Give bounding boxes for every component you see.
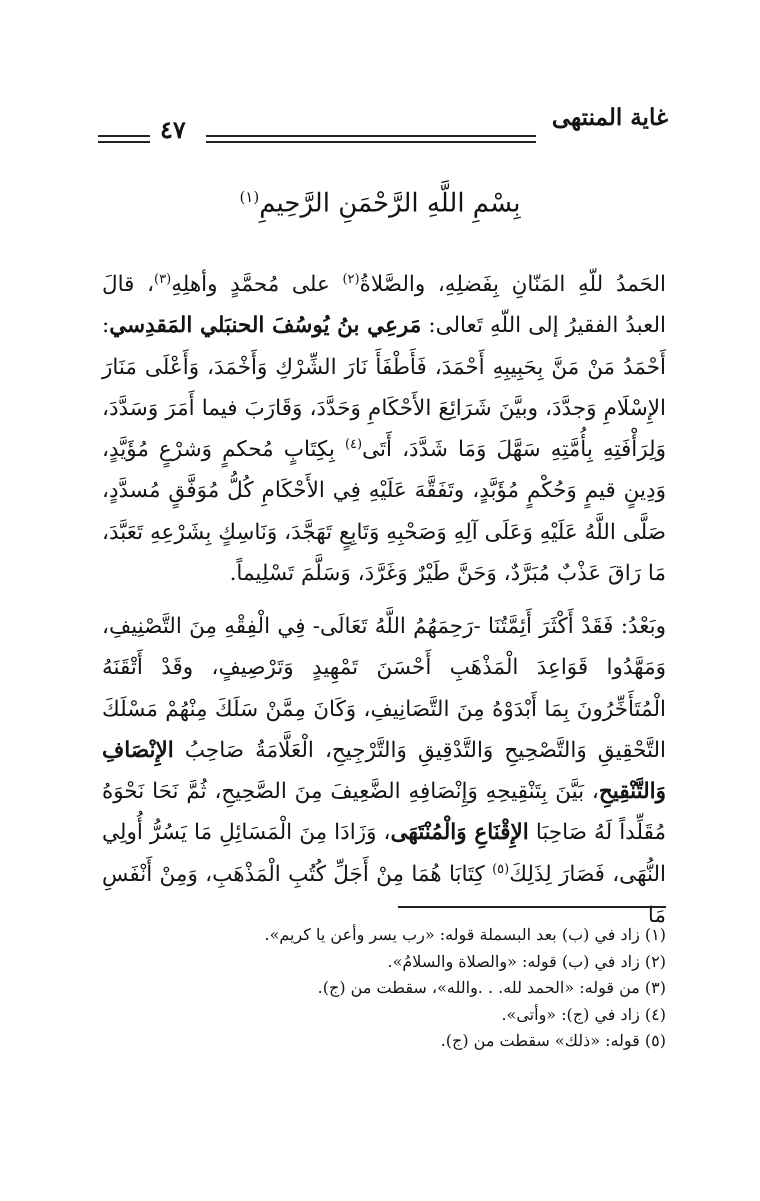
header-rule-right [206,135,536,143]
p1-text-1: الحَمدُ للّهِ المَنّانِ بِفَضلِهِ، والصَّلاةُ [359,272,666,297]
footnote-5: (٥) قوله: «ذلك» سقطت من (ج). [440,1031,666,1050]
p1-text-5: بِكِتَابٍ مُحكمٍ وَشرْعٍ مُؤَيَّدٍ، وَدِينٍ قيمٍ وَحُكْمٍ مُؤَبَّدٍ، وتَفَقَّهَ عَلَيْهِ فِي الأَحْكَامِ كُلُّ مُوَفَّقٍ مُسدَّدٍ، صَلَّى اللَّهُ عَلَيْهِ وَعَلَى آلِهِ وَصَحْبِهِ وَتَابِعٍ تَهَجَّدَ، وَنَاسِكٍ بِشَرْعِهِ تَعَبَّدَ، مَا رَاقَ عَذْبٌ مُبَرَّدٌ، وَحَنَّ طَيْرٌ وَغَرَّدَ، وَسَلَّمَ تَسْلِيماً. [102,437,666,587]
p1-text-4: : أَحْمَدُ مَنْ مَنَّ بِحَبِيبِهِ أَحْمَدَ، فَأَطْفَأَ نَارَ الشِّرْكِ وَأَخْمَدَ، وَأَعْلَى مَنَارَ الإِسْلَامِ وَجدَّدَ، وبيَّنَ شَرَائِعَ الأَحْكَامِ وَحَدَّدَ، وَقَارَبَ فيما أَمَرَ وَسَدَّدَ، وَلِرَأْفَتِهِ بِأُمَّتِهِ سَهَّلَ وَمَا شَدَّدَ، أَتَى [102,313,666,463]
basmala-text: بِسْمِ اللَّهِ الرَّحْمَنِ الرَّحِيمِ [259,188,521,219]
footnote-2: (٢) زاد في (ب) قوله: «والصلاة والسلامُ». [387,951,666,971]
footnote-ref-2: (٢) [342,271,360,287]
footnote-ref-1: (١) [239,188,260,206]
footnote-ref-4: (٤) [344,437,363,453]
footnotes [106,922,666,1055]
page-header [98,104,668,150]
paragraph-intro [102,264,666,594]
p2-text-1: وبَعْدُ: فَقَدْ أَكْثَرَ أَئِمَّتُنَا -رَحِمَهُمُ اللَّهُ تَعَالَى- فِي الْفِقْهِ مِنَ التَّصْنِيفِ، وَمَهَّدُوا قَوَاعِدَ الْمَذْهَبِ أَحْسَنَ تَمْهِيدٍ وَتَرْصِيفٍ، وقَدْ أَتْقَنَهُ الْمُتَأَخِّرُونَ بِمَا أَبْدَوْهُ مِنَ التَّصَانِيفِ، وَكَانَ مِمَّنْ سَلَكَ مِنْهُمْ مَسْلَكَ التَّحْقِيقِ وَالتَّصْحِيحِ وَالتَّدْقِيقِ وَالتَّرْجِيحِ، الْعَلَّامَةُ صَاحِبُ [102,614,666,763]
header-rule-left [98,135,150,143]
footnote-4: (٤) زاد في (ج): «وأتى». [501,1004,666,1024]
p2-text-4: كِتَابَا هُمَا مِنْ أَجَلِّ كُتُبِ الْمَذْهَبِ، وَمِنْ أَنْفَسِ مَا [102,861,666,929]
footnote-ref-3: (٣) [154,271,172,287]
p2-text-3: ، وَزَادَا مِنَ الْمَسَائِلِ مَا يَسُرُّ أُولِي النُّهَى، فَصَارَ لِذَلِكَ [102,820,666,887]
footnote-separator [398,906,666,908]
book-title: غاية المنتهى [551,104,668,131]
footnote-ref-5: (٥) [492,861,510,877]
p1-text-3: ، قالَ العبدُ الفقيرُ إلى اللّهِ تَعالى: [102,272,666,339]
p2-text-2: ، بَيَّنَ بِتَنْقِيحِهِ وَإِنْصَافِهِ الضَّعِيفَ مِنَ الصَّحِيحِ، ثُمَّ نَحَا نَحْوَهُ مُقَلِّداً لَهُ صَاحِبَا [102,779,666,846]
author-name: مَرعِي بنُ يُوسُفَ الحنبَلي المَقدِسي [109,313,422,339]
basmala [0,188,760,219]
p1-text-2: على مُحمَّدٍ وأهلِهِ [171,272,343,297]
footnote-1: (١) زاد في (ب) بعد البسملة قوله: «رب يسر وأعن يا كريم». [264,925,666,944]
book-name-iqna: الإِقْنَاعِ وَالْمُنْتَهَى [390,820,529,846]
page-number: ٤٧ [160,115,186,144]
paragraph-main [102,606,666,936]
footnote-3: (٣) من قوله: «الحمد لله. . .والله»، سقطت من (ج). [317,978,666,997]
book-name-insaf: الإِنْصَافِ وَالتَّنْقِيحِ [102,737,666,805]
